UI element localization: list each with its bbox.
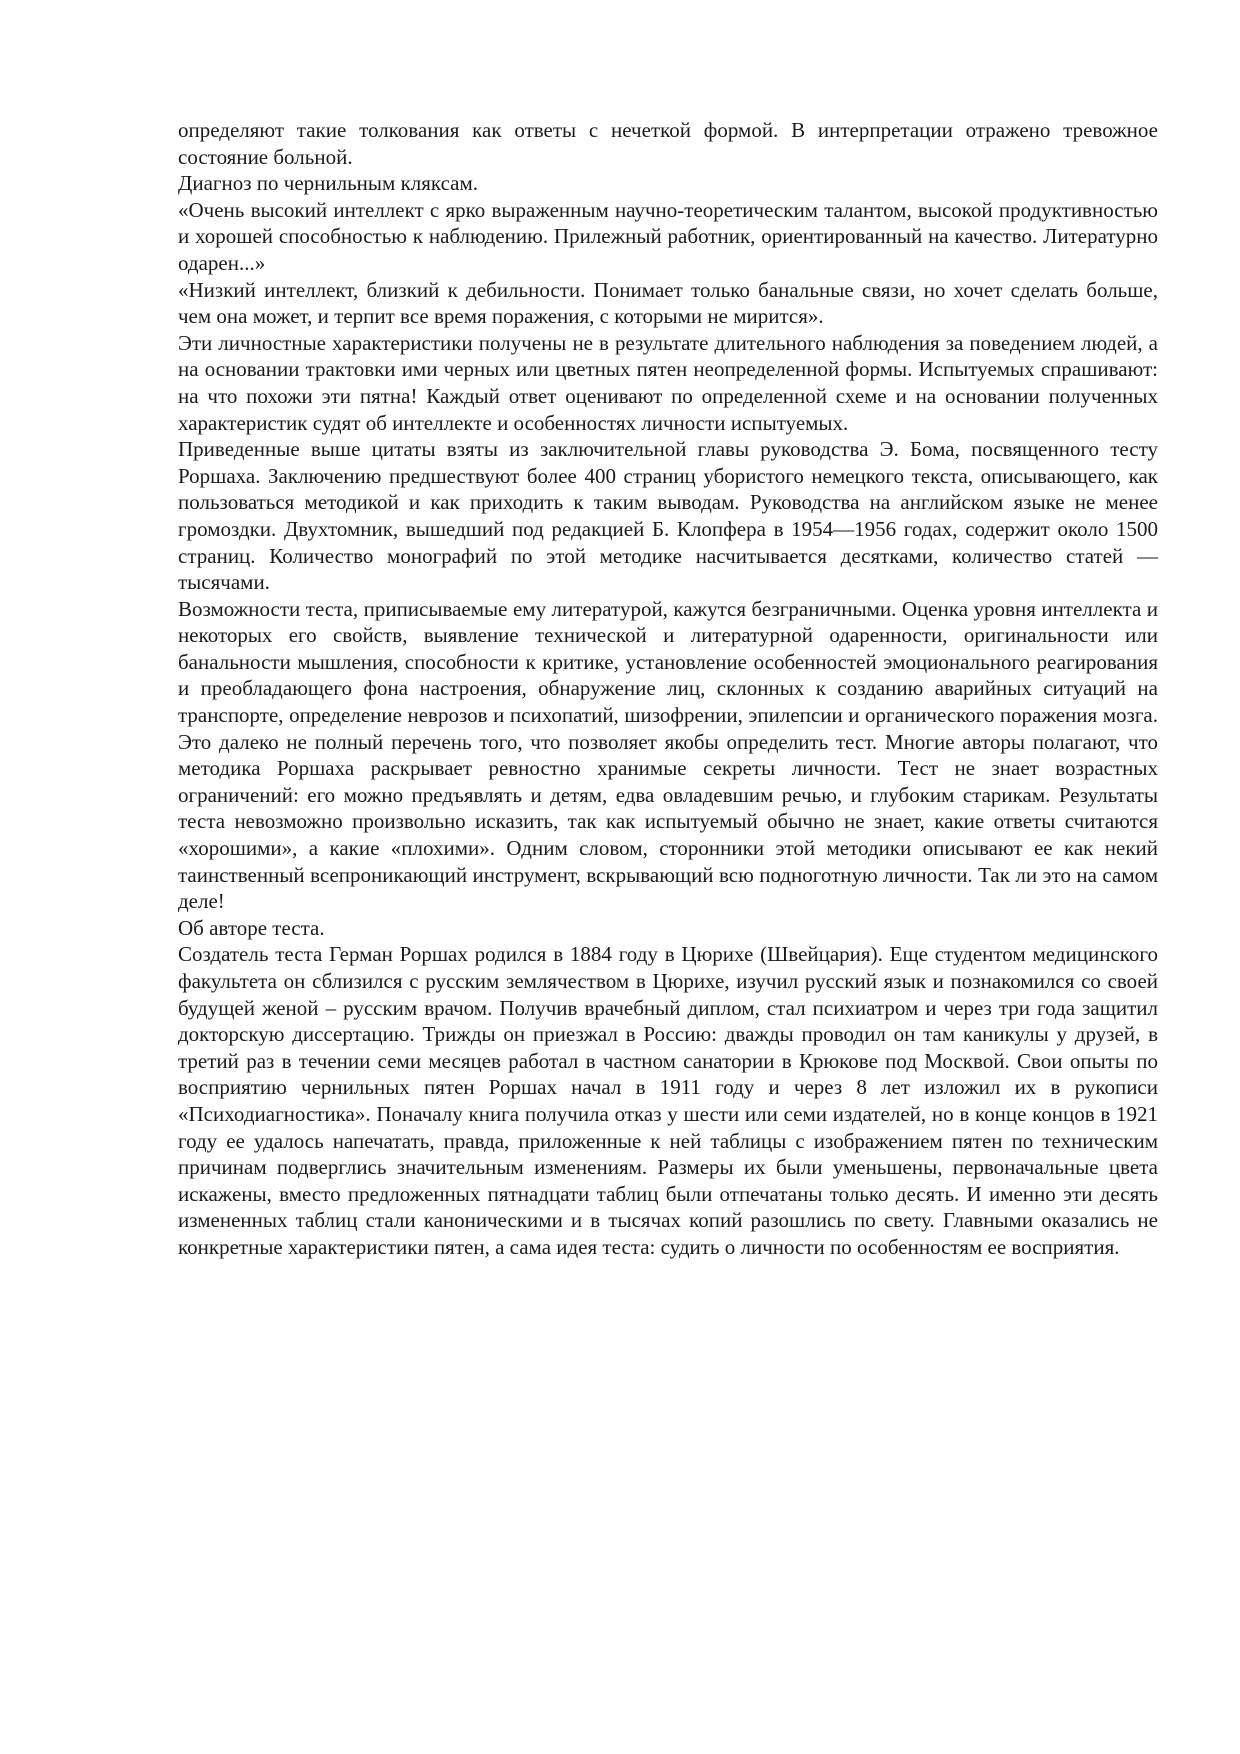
paragraph-quote-low-intellect: «Низкий интеллект, близкий к дебильности. Понимает только банальные связи, но хочет сделать больше, чем она может, и терпит все время поражения, с которыми не мирится». [178,277,1158,329]
paragraph-heading-diagnosis: Диагноз по чернильным кляксам. [178,171,479,196]
paragraph-quote-high-intellect: «Очень высокий интеллект с ярко выраженным научно-теоретическим талантом, высокой продуктивностью и хорошей способностью к наблюдению. Прилежный работник, ориентированный на качество. Литературно одарен...» [178,197,1158,275]
paragraph-characteristics: Эти личностные характеристики получены не в результате длительного наблюдения за поведением людей, а на основании трактовки ими черных или цветных пятен неопределенной формы. Испытуемых спрашивают: на что похожи эти пятна! Каждый ответ оценивают по определенной схеме и на основании полученных характеристик судят об интеллекте и особенностях личности испытуемых. [178,330,1158,435]
paragraph-heading-author: Об авторе теста. [178,915,325,940]
paragraph-author-biography: Создатель теста Герман Роршах родился в 1884 году в Цюрихе (Швейцария). Еще студентом медицинского факультета он сблизился с русским землячеством в Цюрихе, изучил русский язык и познакомился со своей будущей женой – русским врачом. Получив врачебный диплом, стал психиатром и через три года защитил докторскую диссертацию. Трижды он приезжал в Россию: дважды проводил он там каникулы у друзей, в третий раз в течении семи месяцев работал в частном санатории в Крюкове под Москвой. Свои опыты по восприятию чернильных пятен Роршах начал в 1911 году и через 8 лет изложил их в рукописи «Психодиагностика». Поначалу книга получила отказ у шести или семи издателей, но в конце концов в 1921 году ее удалось напечатать, правда, приложенные к ней таблицы с изображением пятен по техническим причинам подверглись значительным изменениям. Размеры их были уменьшены, первоначальные цвета искажены, вместо предложенных пятнадцати таблиц были отпечатаны только десять. И именно эти десять измененных таблиц стали каноническими и в тысячах копий разошлись по свету. Главными оказались не конкретные характеристики пятен, а сама идея теста: судить о личности по особенностям ее восприятия. [178,942,1158,1259]
paragraph-test-possibilities: Возможности теста, приписываемые ему литературой, кажутся безграничными. Оценка уровня интеллекта и некоторых его свойств, выявление технической и литературной одаренности, оригинальности или банальности мышления, способности к критике, установление особенностей эмоционального реагирования и преобладающего фона настроения, обнаружение лиц, склонных к созданию аварийных ситуаций на транспорте, определение неврозов и психопатий, шизофрении, эпилепсии и органического поражения мозга. Это далеко не полный перечень того, что позволяет якобы определить тест. Многие авторы полагают, что методика Роршаха раскрывает ревностно хранимые секреты личности. Тест не знает возрастных ограничений: его можно предъявлять и детям, едва овладевшим речью, и глубоким старикам. Результаты теста невозможно произвольно исказить, так как испытуемый обычно не знает, какие ответы считаются «хорошими», а какие «плохими». Одним словом, сторонники этой методики описывают ее как некий таинственный всепроникающий инструмент, вскрывающий всю подноготную личности. Так ли это на самом деле! [178,596,1158,914]
paragraph-citations: Приведенные выше цитаты взяты из заключительной главы руководства Э. Бома, посвященного тесту Роршаха. Заключению предшествуют более 400 страниц убористого немецкого текста, описывающего, как пользоваться методикой и как приходить к таким выводам. Руководства на английском языке не менее громоздки. Двухтомник, вышедший под редакцией Б. Клопфера в 1954—1956 годах, содержит около 1500 страниц. Количество монографий по этой методике насчитывается десятками, количество статей — тысячами. [178,437,1158,595]
paragraph-continuation: определяют такие толкования как ответы с нечеткой формой. В интерпретации отражено тревожное состояние больной. [178,118,1158,169]
document-page [178,117,1158,1261]
